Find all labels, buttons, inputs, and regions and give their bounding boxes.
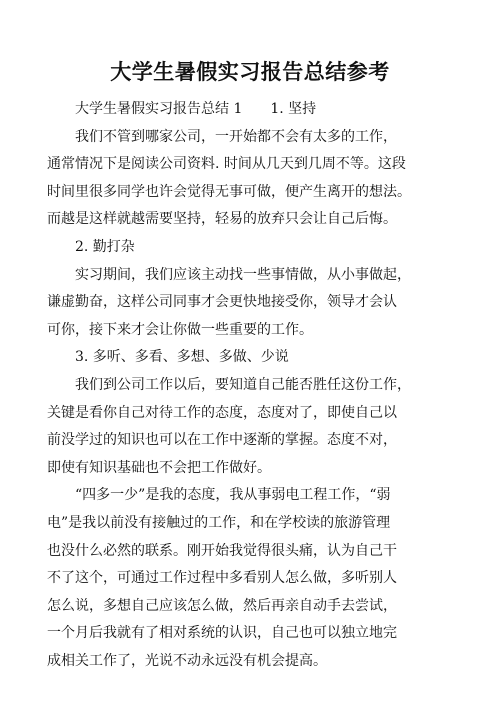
text-line: 怎么说，多想自己应该怎么做，然后再亲自动手去尝试， <box>47 597 397 614</box>
text-line: 通常情况下是阅读公司资料. 时间从几天到几周不等。这段 <box>47 156 406 173</box>
text-line: 电”是我以前没有接触过的工作，和在学校读的旅游管理 <box>47 514 391 531</box>
text-line: 时间里很多同学也许会觉得无事可做，便产生离开的想法。 <box>47 183 411 200</box>
text-line: 而越是这样就越需要坚持，轻易的放弃只会让自己后悔。 <box>47 211 397 228</box>
text-line: “四多一少”是我的态度，我从事弱电工程工作，“弱 <box>75 487 391 504</box>
text-line: 即使有知识基础也不会把工作做好。 <box>47 459 271 476</box>
text-line: 3. 多听、多看、多想、多做、少说 <box>75 349 289 366</box>
text-line: 谦虚勤奋，这样公司同事才会更快地接受你，领导才会认 <box>47 294 397 311</box>
text-line: 关键是看你自己对待工作的态度，态度对了，即使自己以 <box>47 404 397 421</box>
document-body <box>47 96 453 675</box>
text-line: 一个月后我就有了相对系统的认识，自己也可以独立地完 <box>47 625 397 642</box>
text-line: 也没什么必然的联系。刚开始我觉得很头痛，认为自己干 <box>47 542 397 559</box>
text-line: 实习期间，我们应该主动找一些事情做，从小事做起， <box>75 266 411 283</box>
text-line: 我们不管到哪家公司，一开始都不会有太多的工作， <box>75 128 397 145</box>
text-line: 不了这个，可通过工作过程中多看别人怎么做，多听别人 <box>47 570 397 587</box>
text-line: 可你，接下来才会让你做一些重要的工作。 <box>47 321 313 338</box>
text-line: 我们到公司工作以后，要知道自己能否胜任这份工作， <box>75 376 411 393</box>
text-line: 大学生暑假实习报告总结 1 1. 坚持 <box>75 101 317 117</box>
document-title: 大学生暑假实习报告总结参考 <box>110 59 390 84</box>
text-line: 成相关工作了，光说不动永远没有机会提高。 <box>47 652 327 669</box>
text-line: 前没学过的知识也可以在工作中逐渐的掌握。态度不对， <box>47 432 397 449</box>
text-line: 2. 勤打杂 <box>75 238 135 255</box>
